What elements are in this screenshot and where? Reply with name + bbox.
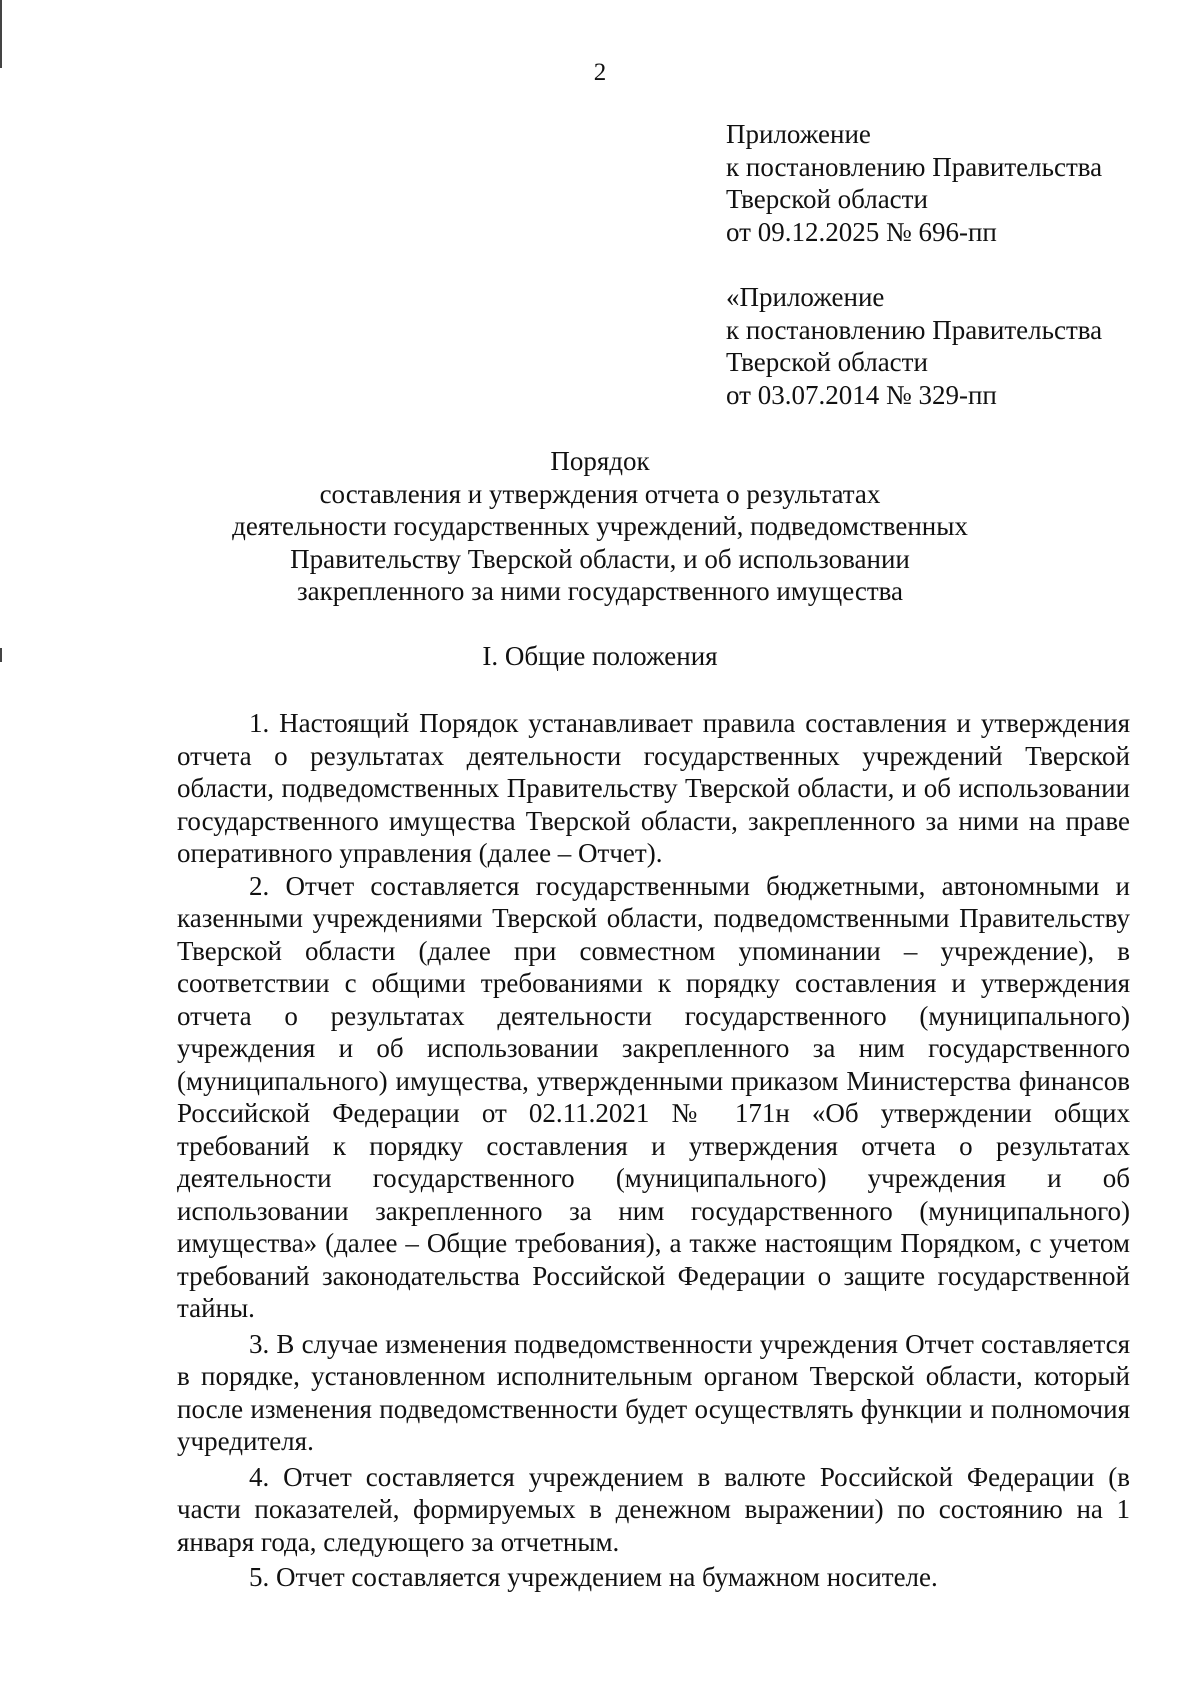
appendix-header-previous <box>726 281 1176 411</box>
title-line: закрепленного за ними государственного имущества <box>296 576 904 606</box>
section-heading: I. Общие положения <box>482 641 718 671</box>
paragraph-1: 1. Настоящий Порядок устанавливает правила составления и утверждения отчета о результатах деятельности государственных учреждений Тверской области, подведомственных Правительству Тверской области, и об использовании государственного имущества Тверской области, закрепленного за ними на праве оперативного управления (далее – Отчет). <box>177 708 1130 868</box>
appendix-line: «Приложение <box>726 282 885 312</box>
appendix-line: к постановлению Правительства <box>726 151 1103 182</box>
appendix-header-current <box>726 118 1176 248</box>
body-text <box>177 707 1130 1594</box>
appendix-line: от 09.12.2025 № 696-пп <box>726 216 997 247</box>
paragraph-5: 5. Отчет составляется учреждением на бумажном носителе. <box>249 1562 938 1592</box>
paragraph-2: 2. Отчет составляется государственными бюджетными, автономными и казенными учреждениями Тверской области, подведомственными Правительству Тверской области (далее при совместном упоминании – учреждение), в соответствии с общими требованиями к порядку составления и утверждения отчета о результатах деятельности государственного (муниципального) учреждения и об использовании закрепленного за ним государственного (муниципального) имущества, утвержденными приказом Министерства финансов Российской Федерации от 02.11.2021 № 171н «Об утверждении общих требований к порядку составления и утверждения отчета о результатах деятельности государственного (муниципального) учреждения и об использовании закрепленного за ним государственного (муниципального) имущества» (далее – Общие требования), а также настоящим Порядком, с учетом требований законодательства Российской Федерации о защите государственной тайны. <box>177 870 1130 1323</box>
title-line: составления и утверждения отчета о результатах <box>319 478 881 509</box>
paragraph-4: 4. Отчет составляется учреждением в валюте Российской Федерации (в части показателей, формируемых в денежном выражении) по состоянию на 1 января года, следующего за отчетным. <box>177 1461 1130 1557</box>
appendix-line: Приложение <box>726 119 871 149</box>
document-title <box>0 445 1200 608</box>
title-line: Порядок <box>550 446 650 476</box>
appendix-line: Тверской области <box>726 184 928 214</box>
appendix-line: от 03.07.2014 № 329-пп <box>726 379 997 410</box>
page-number: 2 <box>593 59 607 86</box>
paragraph-3: 3. В случае изменения подведомственности учреждения Отчет составляется в порядке, установленном исполнительным органом Тверской области, который после изменения подведомственности будет осуществлять функции и полномочия учредителя. <box>177 1328 1130 1456</box>
appendix-line: к постановлению Правительства <box>726 314 1103 345</box>
title-line: деятельности государственных учреждений, подведомственных <box>232 511 968 541</box>
appendix-line: Тверской области <box>726 347 928 377</box>
title-line: Правительству Тверской области, и об использовании <box>290 543 910 574</box>
